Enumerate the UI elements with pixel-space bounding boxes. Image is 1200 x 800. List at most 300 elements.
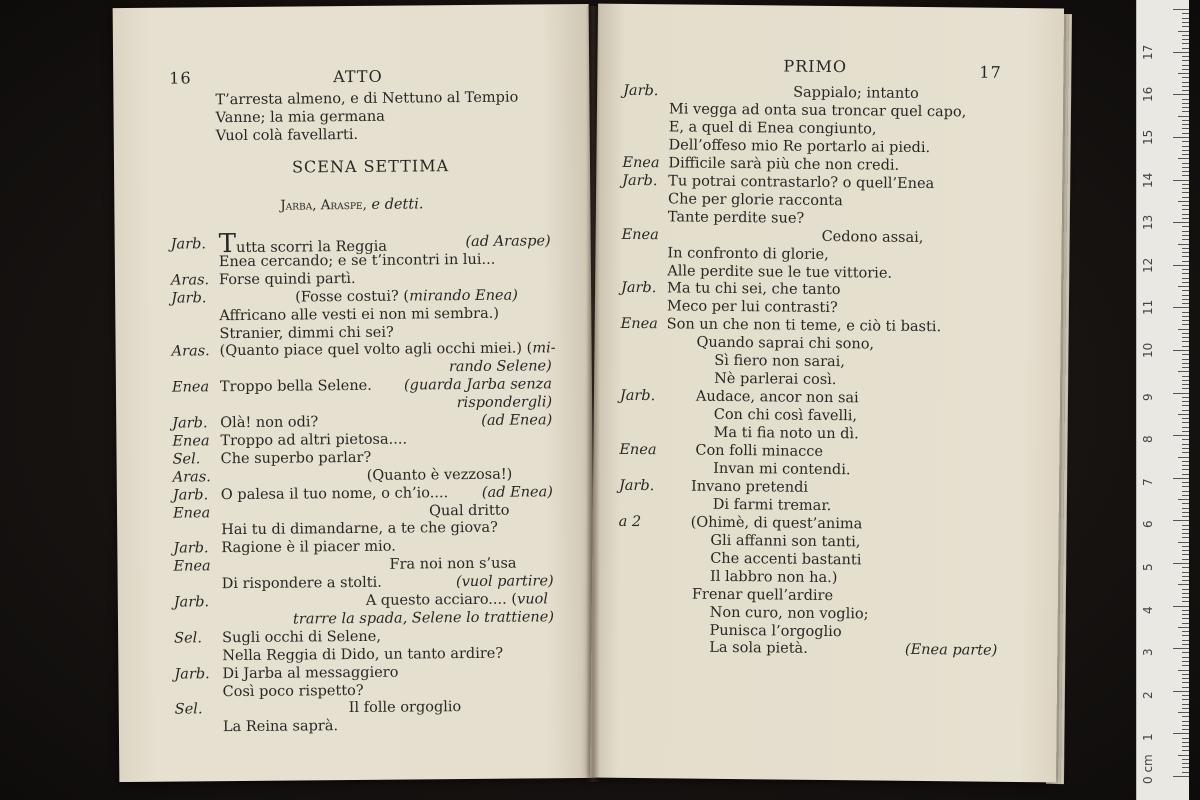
- ruler-tick: [1178, 116, 1189, 117]
- ruler-tick: [1173, 435, 1189, 436]
- ruler-tick: [1182, 525, 1189, 526]
- ruler-label: 3: [1141, 648, 1155, 657]
- ruler-tick: [1178, 584, 1189, 585]
- ruler-tick: [1173, 478, 1189, 479]
- stage-direction: mirando Enea): [409, 287, 518, 305]
- ruler-tick: [1182, 39, 1189, 40]
- ruler-tick: [1182, 729, 1189, 730]
- ruler-tick: [1182, 77, 1189, 78]
- ruler-tick: [1182, 559, 1189, 560]
- ruler-tick: [1182, 742, 1189, 743]
- ruler-tick: [1182, 635, 1189, 636]
- ruler-tick: [1182, 631, 1189, 632]
- ruler-tick: [1182, 682, 1189, 683]
- line-text: Son un che non ti teme, e ciò ti basti.: [666, 316, 942, 336]
- ruler-tick: [1182, 503, 1189, 504]
- line-text: Mi vegga ad onta sua troncar quel capo,: [668, 101, 967, 121]
- line-text: Alle perdite sue le tue vittorie.: [667, 262, 893, 282]
- verse-line: [389, 555, 516, 574]
- verse-line: Vuol colà favellarti.: [215, 126, 359, 145]
- verse-line: [709, 639, 808, 658]
- ruler-label: 17: [1141, 44, 1155, 60]
- ruler-label: 5: [1141, 563, 1155, 571]
- speaker-label: Jarb.: [621, 280, 657, 297]
- ruler-tick: [1182, 589, 1189, 590]
- ruler-tick: [1182, 533, 1189, 534]
- line-text: Difficile sarà più che non credi.: [668, 155, 900, 174]
- speaker-label: Jarb.: [172, 415, 208, 432]
- line-text: O palesa il tuo nome, o ch’io....: [220, 484, 449, 503]
- line-text: Che accenti bastanti: [710, 550, 862, 569]
- ruler-tick: [1182, 746, 1189, 747]
- ruler-tick: [1182, 141, 1189, 142]
- line-text: (Quanto piace quel volto agli occhi miei.) (: [219, 340, 533, 360]
- ruler-tick: [1178, 670, 1189, 671]
- ruler-tick: [1182, 427, 1189, 428]
- ruler-tick: [1182, 103, 1189, 104]
- ruler-tick: [1182, 354, 1189, 355]
- ruler-tick: [1182, 60, 1189, 61]
- verse-line: T’arresta almeno, e di Nettuno al Tempio: [215, 89, 519, 109]
- ruler-tick: [1178, 542, 1189, 543]
- line-text: Con chi così favelli,: [713, 406, 858, 425]
- ruler-tick: [1182, 640, 1189, 641]
- ruler-tick: [1173, 776, 1189, 777]
- ruler-tick: [1182, 150, 1189, 151]
- ruler-tick: [1182, 772, 1189, 773]
- left-page: [113, 4, 596, 782]
- stage-direction: trarre la spada, Selene lo trattiene): [292, 609, 555, 628]
- ruler-tick: [1182, 154, 1189, 155]
- ruler-tick: [1178, 371, 1189, 372]
- speaker-label: Sel.: [174, 701, 203, 718]
- speaker-label: Aras.: [171, 343, 210, 360]
- ruler-label: 10: [1141, 342, 1155, 358]
- verse-line: [219, 270, 356, 289]
- ruler-tick: [1182, 661, 1189, 662]
- verse-line: [221, 538, 396, 558]
- ruler-tick: [1182, 205, 1189, 206]
- book-gutter: [586, 6, 600, 782]
- ruler-tick: [1182, 346, 1189, 347]
- line-text: Troppo ad altri pietosa....: [220, 431, 408, 450]
- ruler-tick: [1182, 422, 1189, 423]
- verse-line: [696, 388, 859, 408]
- ruler-tick: [1182, 623, 1189, 624]
- ruler-tick: [1182, 337, 1189, 338]
- ruler-tick: [1182, 163, 1189, 164]
- speaker-label: Enea: [621, 226, 659, 243]
- ruler-tick: [1182, 261, 1189, 262]
- ruler-tick: [1182, 508, 1189, 509]
- line-text: (Fosse costui? (: [295, 288, 410, 306]
- verse-line: [668, 208, 805, 227]
- ruler-label: 8: [1141, 435, 1155, 444]
- ruler-tick: [1182, 26, 1189, 27]
- stage-direction: (ad Enea): [481, 412, 553, 429]
- verse-line: [222, 574, 382, 593]
- ruler-tick: [1182, 90, 1189, 91]
- line-text: Sì fiero non sarai,: [714, 353, 846, 371]
- speaker-label: Enea: [172, 504, 211, 522]
- ruler-tick: [1178, 627, 1189, 628]
- line-text: Stranier, dimmi chi sei?: [219, 324, 394, 342]
- ruler-tick: [1182, 124, 1189, 125]
- ruler-tick: [1182, 316, 1189, 317]
- ruler-tick: [1182, 482, 1189, 483]
- ruler-tick: [1182, 248, 1189, 249]
- ruler-label: 1: [1141, 733, 1155, 742]
- speaker-label: Enea: [619, 441, 657, 459]
- ruler-tick: [1178, 286, 1189, 287]
- ruler-tick: [1182, 384, 1189, 385]
- line-text: utta scorri la Reggia: [236, 238, 388, 257]
- ruler-tick: [1178, 31, 1189, 32]
- line-text: Sugli occhi di Selene,: [222, 628, 381, 646]
- ruler-label: 2: [1141, 691, 1155, 699]
- ruler-tick: [1182, 99, 1189, 100]
- ruler-tick: [1182, 767, 1189, 768]
- line-text: (Quanto è vezzosa!): [366, 466, 513, 484]
- verse-line: [667, 298, 838, 318]
- ruler-tick: [1182, 546, 1189, 547]
- ruler-tick: [1182, 48, 1189, 49]
- ruler-tick: [1173, 265, 1189, 266]
- ruler-tick: [1182, 299, 1189, 300]
- line-text: Ma ti fia noto un dì.: [713, 424, 859, 443]
- ruler-tick: [1182, 597, 1189, 598]
- verse-line: [713, 496, 832, 515]
- verse-line: [822, 228, 924, 247]
- verse-line: [691, 477, 808, 496]
- verse-line: [222, 663, 398, 683]
- line-text: Di rispondere a stolti.: [221, 574, 382, 593]
- speaker-label: Jarb.: [171, 289, 207, 307]
- verse-line: [668, 190, 843, 210]
- ruler-tick: [1182, 665, 1189, 666]
- ruler-tick: [1178, 755, 1189, 756]
- verse-line: [667, 262, 892, 282]
- speaker-label: Jarb.: [173, 540, 209, 557]
- ruler-tick: [1173, 307, 1189, 308]
- ruler-tick: [1182, 486, 1189, 487]
- ruler-tick: [1182, 367, 1189, 368]
- ruler-tick: [1182, 704, 1189, 705]
- ruler-tick: [1182, 128, 1189, 129]
- ruler-tick: [1182, 469, 1189, 470]
- ruler-tick: [1182, 56, 1189, 57]
- verse-line: [667, 244, 829, 264]
- line-text: Sappialo; intanto: [793, 84, 919, 102]
- ruler-tick: [1182, 82, 1189, 83]
- verse-line: [220, 430, 407, 450]
- ruler-tick: [1182, 738, 1189, 739]
- scene-title: SCENA SETTIMA: [291, 156, 450, 177]
- right-page: [590, 4, 1064, 783]
- verse-line: Vanne; la mia germana: [215, 108, 385, 127]
- ruler-tick: [1182, 303, 1189, 304]
- verse-line: [220, 377, 372, 396]
- stage-direction: (guarda Jarba senza: [403, 376, 553, 394]
- line-text: La sola pietà.: [709, 640, 808, 658]
- ruler-tick: [1173, 691, 1189, 692]
- ruler-tick: [1182, 495, 1189, 496]
- line-text: Che superbo parlar?: [220, 449, 372, 467]
- ruler-tick: [1182, 576, 1189, 577]
- line-text: Di farmi tremar.: [712, 496, 832, 514]
- line-text: La Reina saprà.: [222, 718, 339, 736]
- stage-direction: rispondergli): [456, 394, 553, 412]
- ruler-tick: [1182, 721, 1189, 722]
- ruler-tick: [1182, 516, 1189, 517]
- ruler-tick: [1182, 644, 1189, 645]
- ruler-tick: [1182, 184, 1189, 185]
- ruler-label: 14: [1141, 172, 1155, 188]
- stage-direction: vuol: [517, 591, 549, 608]
- ruler-tick: [1178, 499, 1189, 500]
- ruler-tick: [1182, 312, 1189, 313]
- line-text: Nè parlerai così.: [714, 371, 837, 389]
- ruler-tick: [1182, 397, 1189, 398]
- speaker-label: Jarb.: [622, 172, 658, 189]
- ruler-label: 12: [1141, 257, 1155, 273]
- ruler-tick: [1182, 388, 1189, 389]
- ruler-tick: [1173, 648, 1189, 649]
- ruler-tick: [1182, 452, 1189, 453]
- line-text: Meco per lui contrasti?: [666, 298, 838, 317]
- ruler-tick: [1182, 405, 1189, 406]
- line-text: Olà! non odi?: [220, 414, 319, 432]
- line-text: Così poco rispetto?: [222, 682, 364, 700]
- line-text: Tante perdite sue?: [667, 208, 805, 227]
- line-text: Dell’offeso mio Re portarlo ai piedi.: [668, 137, 931, 156]
- ruler-tick: [1182, 363, 1189, 364]
- ruler-tick: [1182, 439, 1189, 440]
- line-text: Troppo bella Selene.: [219, 378, 372, 396]
- ruler-tick: [1182, 188, 1189, 189]
- ruler-tick: [1182, 282, 1189, 283]
- line-text: Di Jarba al messaggiero: [222, 664, 399, 682]
- ruler-tick: [1182, 69, 1189, 70]
- verse-line: [349, 698, 462, 717]
- speaker-label: Jarb.: [174, 665, 210, 683]
- ruler-tick: [1182, 418, 1189, 419]
- line-text: Forse quindi partì.: [218, 270, 356, 288]
- ruler-tick: [1182, 167, 1189, 168]
- ruler-tick: [1182, 226, 1189, 227]
- line-text: Audace, ancor non sai: [695, 388, 859, 407]
- ruler-tick: [1182, 133, 1189, 134]
- line-text: Enea cercando; e se t’incontri in lui...: [218, 251, 496, 271]
- ruler-tick: [1182, 657, 1189, 658]
- verse-line: [667, 280, 841, 300]
- ruler-tick: [1182, 652, 1189, 653]
- speaker-label: Enea: [622, 154, 660, 172]
- verse-line: [714, 370, 837, 389]
- ruler-tick: [1182, 763, 1189, 764]
- ruler-tick: [1182, 22, 1189, 23]
- ruler-tick: [1173, 222, 1189, 223]
- stage-direction: rando Selene): [448, 358, 552, 376]
- ruler-tick: [1182, 43, 1189, 44]
- speaker-label: Jarb.: [172, 486, 209, 504]
- ruler-tick: [1182, 175, 1189, 176]
- ruler-tick: [1182, 209, 1189, 210]
- ruler-tick: [1182, 572, 1189, 573]
- speaker-label: Jarb.: [173, 594, 210, 611]
- ruler-tick: [1182, 231, 1189, 232]
- running-head-left: ATTO: [333, 66, 383, 87]
- scene-cast: [280, 195, 423, 214]
- ruler-tick: [1182, 278, 1189, 279]
- ruler-tick: [1182, 171, 1189, 172]
- verse-line: [714, 352, 845, 371]
- ruler-label: 13: [1141, 214, 1155, 231]
- stage-direction: mi-: [532, 340, 556, 357]
- verse-line: [691, 513, 863, 533]
- line-text: Fra noi non s’usa: [389, 555, 517, 573]
- ruler-tick: [1182, 290, 1189, 291]
- ruler-tick: [1182, 610, 1189, 611]
- cast-names: Jarba, Araspe,: [280, 196, 367, 214]
- speaker-label: Jarb.: [170, 236, 207, 253]
- verse-line: [222, 644, 503, 664]
- ruler-tick: [1182, 218, 1189, 219]
- verse-line: [223, 681, 364, 700]
- ruler-tick: [1182, 512, 1189, 513]
- running-head-right: PRIMO: [783, 56, 848, 77]
- ruler-tick: [1182, 614, 1189, 615]
- ruler-tick: [1182, 601, 1189, 602]
- verse-line: [696, 334, 874, 354]
- verse-line: [429, 501, 510, 520]
- speaker-label: Enea: [171, 379, 210, 396]
- speaker-label: Enea: [172, 433, 210, 450]
- verse-line: [713, 424, 858, 444]
- speaker-label: Enea: [173, 558, 211, 575]
- verse-line: [713, 460, 850, 479]
- verse-line: [709, 621, 841, 640]
- ruler-tick: [1182, 474, 1189, 475]
- line-text: Con folli minacce: [695, 442, 824, 460]
- ruler-label: 0 cm: [1141, 754, 1155, 784]
- line-text: A questo acciaro.... (: [365, 591, 518, 609]
- verse-line: [219, 304, 499, 324]
- ruler-tick: [1182, 687, 1189, 688]
- verse-line: [295, 287, 409, 306]
- verse-line: [366, 591, 517, 610]
- line-text: Invan mi contendi.: [713, 460, 851, 479]
- verse-line: [710, 567, 838, 586]
- line-text: Nella Reggia di Dido, un tanto ardire?: [222, 645, 504, 664]
- ruler-tick: [1182, 359, 1189, 360]
- ruler-tick: [1178, 457, 1189, 458]
- ruler-tick: [1182, 192, 1189, 193]
- drop-capital: T: [218, 229, 237, 260]
- ruler-tick: [1173, 733, 1189, 734]
- speaker-label: Aras.: [170, 272, 210, 289]
- ruler-tick: [1182, 235, 1189, 236]
- ruler-tick: [1178, 329, 1189, 330]
- ruler-tick: [1182, 197, 1189, 198]
- verse-line: [221, 519, 498, 539]
- verse-line: [223, 717, 338, 736]
- ruler-tick: [1182, 695, 1189, 696]
- verse-line: [219, 251, 496, 271]
- line-text: Quando saprai chi sono,: [696, 334, 875, 353]
- ruler-tick: [1182, 444, 1189, 445]
- verse-line: [714, 406, 858, 425]
- speaker-label: Jarb.: [623, 82, 659, 100]
- ruler-tick: [1182, 324, 1189, 325]
- line-text: Che per glorie racconta: [667, 191, 843, 209]
- ruler-tick: [1178, 73, 1189, 74]
- ruler-tick: [1173, 94, 1189, 95]
- line-text: Cedono assai,: [821, 228, 924, 246]
- verse-line: [710, 549, 861, 569]
- ruler-tick: [1178, 201, 1189, 202]
- ruler-tick: [1182, 678, 1189, 679]
- ruler-tick: [1178, 158, 1189, 159]
- ruler-tick: [1182, 86, 1189, 87]
- verse-line: [669, 118, 877, 138]
- ruler-tick: [1182, 111, 1189, 112]
- ruler-tick: [1182, 461, 1189, 462]
- line-text: Il labbro non ha.): [709, 568, 838, 586]
- ruler-tick: [1182, 750, 1189, 751]
- verse-line: [367, 465, 513, 484]
- ruler-tick: [1182, 333, 1189, 334]
- line-text: (Ohimè, di quest’anima: [690, 514, 863, 533]
- ruler-tick: [1182, 529, 1189, 530]
- ruler-tick: [1182, 550, 1189, 551]
- ruler-tick: [1182, 716, 1189, 717]
- speaker-label: a 2: [618, 513, 642, 530]
- ruler-tick: [1173, 606, 1189, 607]
- speaker-label: Jarb.: [619, 387, 656, 405]
- ruler-tick: [1182, 699, 1189, 700]
- ruler-tick: [1182, 107, 1189, 108]
- ruler-tick: [1182, 618, 1189, 619]
- verse-line: [221, 484, 448, 504]
- speaker-label: Enea: [620, 316, 658, 333]
- ruler-tick: [1182, 448, 1189, 449]
- speaker-label: Sel.: [172, 451, 201, 468]
- ruler-tick: [1182, 273, 1189, 274]
- ruler-tick: [1173, 563, 1189, 564]
- line-text: E, a quel di Enea congiunto,: [668, 119, 877, 138]
- verse-line: [219, 323, 393, 343]
- ruler-tick: [1182, 491, 1189, 492]
- ruler-tick: [1182, 341, 1189, 342]
- ruler-tick: [1182, 401, 1189, 402]
- ruler-tick: [1173, 393, 1189, 394]
- ruler-tick: [1182, 256, 1189, 257]
- line-text: Qual dritto: [428, 502, 510, 519]
- ruler-tick: [1182, 593, 1189, 594]
- line-text: Non curo, non voglio;: [709, 604, 869, 622]
- ruler-label: 16: [1141, 87, 1155, 103]
- ruler-tick: [1178, 414, 1189, 415]
- page-number-right: 17: [979, 62, 1002, 82]
- ruler-tick: [1173, 520, 1189, 521]
- ruler-tick: [1182, 320, 1189, 321]
- verse-line: [220, 413, 318, 432]
- ruler-label: 7: [1141, 478, 1155, 486]
- ruler-tick: [1173, 180, 1189, 181]
- ruler-tick: [1182, 674, 1189, 675]
- page-number-left: 16: [169, 68, 192, 88]
